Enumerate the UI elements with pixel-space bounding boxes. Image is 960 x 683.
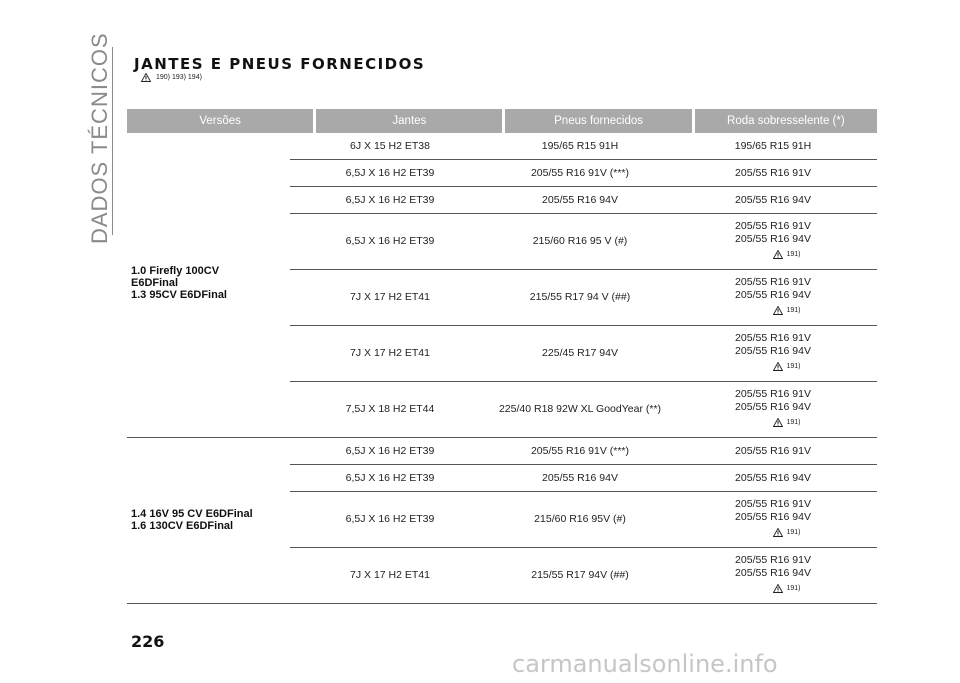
footnote-number: 191)	[786, 585, 801, 592]
header-tyres: Pneus fornecidos	[505, 109, 691, 133]
spare-option: 205/55 R16 94V	[735, 345, 811, 357]
table-row	[290, 438, 877, 465]
footnote-ref	[696, 582, 878, 595]
rim-cell: 6,5J X 16 H2 ET39	[345, 194, 435, 206]
version-line: 1.3 95CV E6DFinal	[131, 289, 227, 301]
tyre-cell: 215/55 R17 94 V (##)	[529, 291, 631, 303]
rim-cell: 7,5J X 18 H2 ET44	[345, 403, 435, 415]
table-row	[290, 548, 877, 604]
section-references	[141, 73, 202, 82]
spare-option: 205/55 R16 91V	[735, 276, 811, 288]
spare-cell	[668, 498, 878, 539]
chapter-sidebar-title: DADOS TÉCNICOS	[87, 32, 112, 244]
spare-cell	[668, 220, 878, 261]
version-line: 1.6 130CV E6DFinal	[131, 520, 234, 532]
spare-option: 205/55 R16 91V	[735, 220, 811, 232]
footnote-ref	[696, 360, 878, 373]
rim-cell: 6,5J X 16 H2 ET39	[345, 445, 435, 457]
header-spare-wheel: Roda sobresselente (*)	[695, 109, 877, 133]
rim-cell: 7J X 17 H2 ET41	[350, 347, 430, 359]
spare-cell: 205/55 R16 91V	[735, 167, 811, 179]
tyre-cell: 215/55 R17 94V (##)	[531, 569, 629, 581]
spare-option: 205/55 R16 94V	[735, 511, 811, 523]
spare-option: 205/55 R16 91V	[735, 554, 811, 566]
spare-option: 205/55 R16 91V	[735, 388, 811, 400]
warning-icon	[773, 362, 783, 371]
tyre-cell: 205/55 R16 94V	[542, 472, 618, 484]
version-line: E6DFinal	[131, 277, 179, 289]
spare-cell: 205/55 R16 94V	[735, 194, 811, 206]
page-number: 226	[131, 632, 165, 651]
rim-cell: 6,5J X 16 H2 ET39	[345, 472, 435, 484]
rim-cell: 6J X 15 H2 ET38	[350, 140, 430, 152]
tyre-cell: 205/55 R16 91V (***)	[530, 167, 630, 179]
footnote-ref	[696, 248, 878, 261]
rim-cell: 6,5J X 16 H2 ET39	[345, 513, 435, 525]
tyre-cell: 215/60 R16 95 V (#)	[532, 235, 628, 247]
warning-icon	[773, 528, 783, 537]
rim-cell: 6,5J X 16 H2 ET39	[345, 235, 435, 247]
warning-icon	[773, 250, 783, 259]
spare-cell	[668, 388, 878, 429]
version-group-1	[131, 265, 227, 301]
group-divider	[127, 437, 290, 438]
warning-icon	[773, 418, 783, 427]
table-row	[290, 382, 877, 438]
spare-option: 205/55 R16 94V	[735, 233, 811, 245]
group-divider	[127, 603, 290, 604]
header-rims: Jantes	[316, 109, 502, 133]
reference-numbers: 190) 193) 194)	[156, 74, 202, 81]
table-row	[290, 492, 877, 548]
tyre-cell: 215/60 R16 95V (#)	[534, 513, 626, 525]
spare-cell	[668, 276, 878, 317]
chapter-divider	[112, 47, 113, 235]
footnote-number: 191)	[786, 307, 801, 314]
spare-cell: 205/55 R16 91V	[735, 445, 811, 457]
section-title: JANTES E PNEUS FORNECIDOS	[134, 55, 426, 73]
table-row	[290, 465, 877, 492]
table-row	[290, 187, 877, 214]
rim-cell: 6,5J X 16 H2 ET39	[345, 167, 435, 179]
spare-option: 205/55 R16 94V	[735, 567, 811, 579]
spare-cell: 195/65 R15 91H	[734, 140, 812, 152]
warning-icon	[773, 306, 783, 315]
footnote-number: 191)	[786, 529, 801, 536]
table-row	[290, 270, 877, 326]
footnote-number: 191)	[786, 363, 801, 370]
spare-cell	[668, 332, 878, 373]
footnote-ref	[696, 304, 878, 317]
spare-cell	[668, 554, 878, 595]
footnote-number: 191)	[786, 419, 801, 426]
warning-icon	[773, 584, 783, 593]
tyre-cell: 225/45 R17 94V	[542, 347, 618, 359]
spare-option: 205/55 R16 94V	[735, 401, 811, 413]
spare-cell: 205/55 R16 94V	[735, 472, 811, 484]
table-row	[290, 214, 877, 270]
version-line: 1.4 16V 95 CV E6DFinal	[131, 508, 253, 520]
version-line: 1.0 Firefly 100CV	[131, 265, 220, 277]
table-row	[290, 326, 877, 382]
version-group-2	[131, 508, 253, 532]
warning-icon	[141, 73, 151, 82]
table-header	[127, 109, 877, 133]
rim-cell: 7J X 17 H2 ET41	[350, 291, 430, 303]
footnote-number: 191)	[786, 251, 801, 258]
spare-option: 205/55 R16 94V	[735, 289, 811, 301]
tyre-cell: 205/55 R16 94V	[542, 194, 618, 206]
rim-cell: 7J X 17 H2 ET41	[350, 569, 430, 581]
tyre-cell: 195/65 R15 91H	[541, 140, 619, 152]
table-row	[290, 160, 877, 187]
header-versions: Versões	[127, 109, 313, 133]
tyre-cell: 205/55 R16 91V (***)	[530, 445, 630, 457]
watermark: carmanualsonline.info	[512, 650, 778, 678]
spare-option: 205/55 R16 91V	[735, 332, 811, 344]
table-row	[290, 133, 877, 160]
tyre-cell: 225/40 R18 92W XL GoodYear (**)	[498, 403, 662, 415]
footnote-ref	[696, 416, 878, 429]
spare-option: 205/55 R16 91V	[735, 498, 811, 510]
footnote-ref	[696, 526, 878, 539]
